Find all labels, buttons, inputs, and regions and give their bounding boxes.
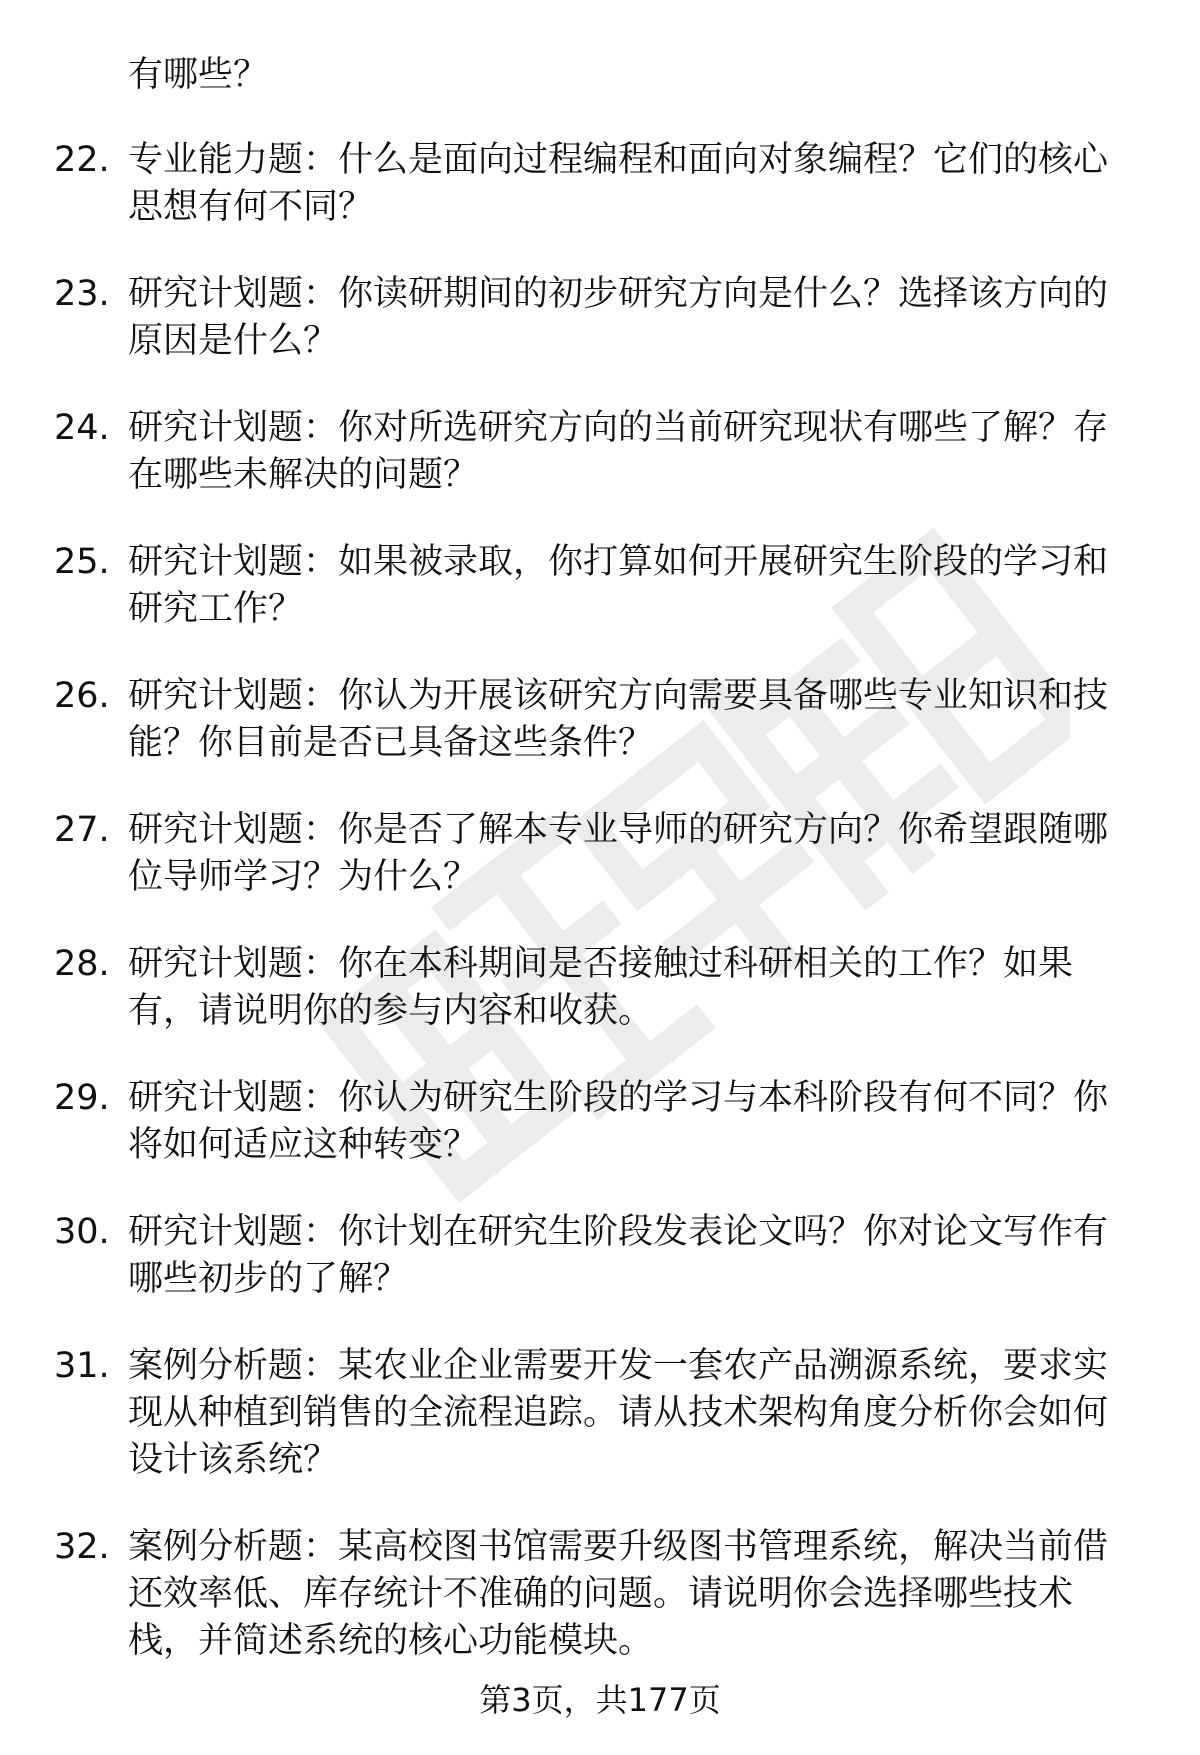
list-item xyxy=(0,673,1200,767)
item-text-line: 研究计划题：你对所选研究方向的当前研究现状有哪些了解？存 xyxy=(128,408,1109,448)
item-text-line: 案例分析题：某高校图书馆需要升级图书管理系统，解决当前借 xyxy=(128,1527,1109,1567)
question-list xyxy=(0,52,1200,1705)
item-text-line: 能？你目前是否已具备这些条件？ xyxy=(128,723,654,763)
list-item xyxy=(0,405,1200,499)
item-text-line: 研究计划题：你在本科期间是否接触过科研相关的工作？如果 xyxy=(128,944,1074,984)
item-text-line: 原因是什么？ xyxy=(128,321,339,361)
item-number: 31. xyxy=(54,1346,110,1386)
item-text-line: 研究工作？ xyxy=(128,589,304,629)
list-item xyxy=(0,807,1200,901)
item-number: 24. xyxy=(54,408,110,448)
item-text-line: 现从种植到销售的全流程追踪。请从技术架构角度分析你会如何 xyxy=(128,1393,1109,1433)
item-text-line: 研究计划题：你计划在研究生阶段发表论文吗？你对论文写作有 xyxy=(128,1212,1109,1252)
item-text-line: 哪些初步的了解？ xyxy=(128,1259,409,1299)
item-text-line: 将如何适应这种转变？ xyxy=(128,1125,479,1165)
item-text-line: 位导师学习？为什么？ xyxy=(128,857,479,897)
item-text-line: 研究计划题：你认为开展该研究方向需要具备哪些专业知识和技 xyxy=(128,676,1109,716)
list-item xyxy=(0,941,1200,1035)
item-number: 25. xyxy=(54,542,110,582)
list-item xyxy=(0,1343,1200,1484)
item-text-line: 有，请说明你的参与内容和收获。 xyxy=(128,991,654,1031)
item-text-line: 设计该系统？ xyxy=(128,1440,339,1480)
item-number: 28. xyxy=(54,944,110,984)
item-text-line: 栈，并简述系统的核心功能模块。 xyxy=(128,1621,654,1661)
item-number: 30. xyxy=(54,1212,110,1252)
item-text-line: 专业能力题：什么是面向过程编程和面向对象编程？它们的核心 xyxy=(128,140,1109,180)
list-item xyxy=(0,137,1200,231)
item-text-line: 研究计划题：如果被录取，你打算如何开展研究生阶段的学习和 xyxy=(128,542,1109,582)
list-item xyxy=(0,539,1200,633)
item-text-line: 案例分析题：某农业企业需要开发一套农产品溯源系统，要求实 xyxy=(128,1346,1109,1386)
page-number: 第3页，共177页 xyxy=(479,1681,721,1719)
item-number: 27. xyxy=(54,810,110,850)
item-text-line: 研究计划题：你是否了解本专业导师的研究方向？你希望跟随哪 xyxy=(128,810,1109,850)
list-item xyxy=(0,271,1200,365)
continuation-text: 有哪些？ xyxy=(128,55,269,95)
list-item xyxy=(0,1524,1200,1665)
list-item xyxy=(0,1075,1200,1169)
item-text-line: 研究计划题：你读研期间的初步研究方向是什么？选择该方向的 xyxy=(128,274,1109,314)
item-number: 23. xyxy=(54,274,110,314)
item-number: 26. xyxy=(54,676,110,716)
item-text-line: 在哪些未解决的问题？ xyxy=(128,455,479,495)
list-item xyxy=(0,1209,1200,1303)
item-number: 32. xyxy=(54,1527,110,1567)
item-text-line: 研究计划题：你认为研究生阶段的学习与本科阶段有何不同？你 xyxy=(128,1078,1109,1118)
item-text-line: 思想有何不同？ xyxy=(128,187,374,227)
item-number: 29. xyxy=(54,1078,110,1118)
item-number: 22. xyxy=(54,140,110,180)
item-text-line: 还效率低、库存统计不准确的问题。请说明你会选择哪些技术 xyxy=(128,1574,1074,1614)
